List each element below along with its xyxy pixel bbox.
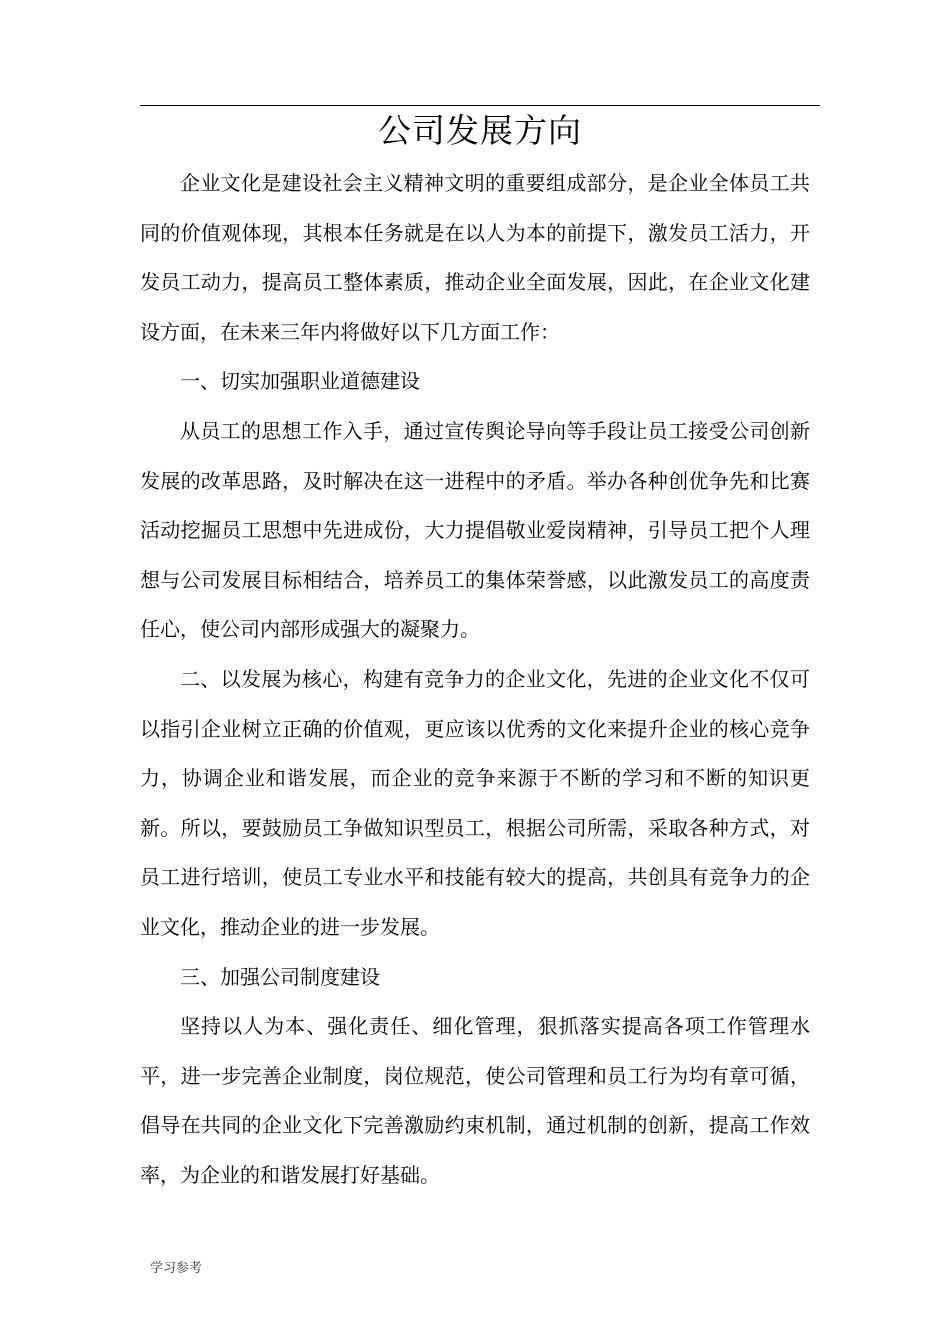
section-heading-1: 一、切实加强职业道德建设 xyxy=(180,369,420,394)
header-rule xyxy=(140,105,820,106)
document-title: 公司发展方向 xyxy=(378,111,582,150)
section-3-paragraph: 坚持以人为本、强化责任、细化管理，狠抓落实提高各项工作管理水平，进一步完善企业制度，岗位规范，使公司管理和员工行为均有章可循，倡导在共同的企业文化下完善激励约束机制，通过机制的创新，提高工作效率，为企业的和谐发展打好基础。 xyxy=(140,1014,810,1187)
section-2-paragraph: 二、以发展为核心，构建有竞争力的企业文化，先进的企业文化不仅可以指引企业树立正确的价值观，更应该以优秀的文化来提升企业的核心竞争力，协调企业和谐发展，而企业的竞争来源于不断的学习和不断的知识更新。所以，要鼓励员工争做知识型员工，根据公司所需，采取各种方式，对员工进行培训，使员工专业水平和技能有较大的提高，共创具有竞争力的企业文化，推动企业的进一步发展。 xyxy=(140,666,810,939)
intro-paragraph: 企业文化是建设社会主义精神文明的重要组成部分，是企业全体员工共同的价值观体现，其根本任务就是在以人为本的前提下，激发员工活力，开发员工动力，提高员工整体素质，推动企业全面发展，因此，在企业文化建设方面，在未来三年内将做好以下几方面工作： xyxy=(140,171,810,344)
section-heading-3: 三、加强公司制度建设 xyxy=(180,964,380,989)
section-1-paragraph: 从员工的思想工作入手，通过宣传舆论导向等手段让员工接受公司创新发展的改革思路，及时解决在这一进程中的矛盾。举办各种创优争先和比赛活动挖掘员工思想中先进成份，大力提倡敬业爱岗精神，引导员工把个人理想与公司发展目标相结合，培养员工的集体荣誉感，以此激发员工的高度责任心，使公司内部形成强大的凝聚力。 xyxy=(140,418,810,642)
page-footer: 学习参考 xyxy=(150,1261,203,1276)
document-body xyxy=(140,159,810,1200)
